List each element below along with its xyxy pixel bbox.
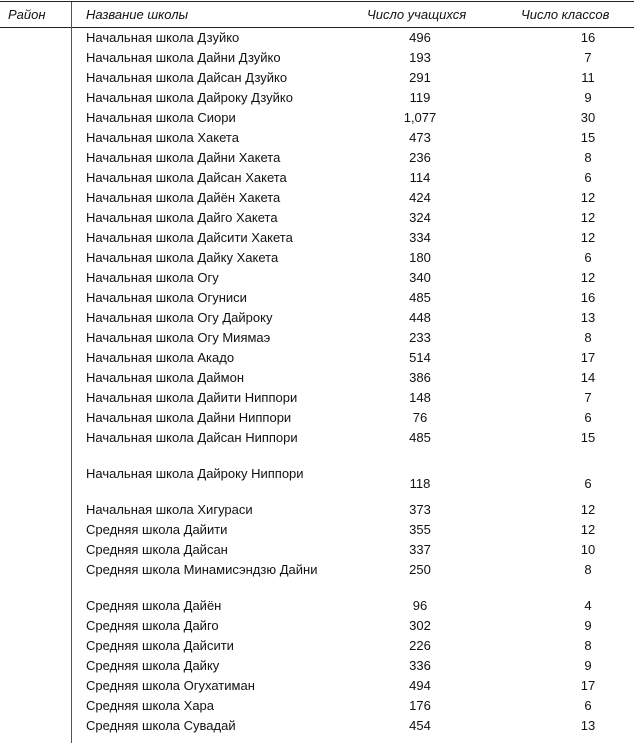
student-count: 514 <box>409 350 431 365</box>
school-name: Средняя школа Дайку <box>86 658 220 673</box>
school-name: Средняя школа Дайён <box>86 598 222 613</box>
student-count: 114 <box>409 170 431 185</box>
header-classes: Число классов <box>521 7 610 22</box>
student-count: 226 <box>409 638 431 653</box>
school-name: Начальная школа Дайсан Дзуйко <box>86 70 288 85</box>
school-name: Начальная школа Хигураси <box>86 502 253 517</box>
table-row <box>0 310 634 330</box>
table-row <box>0 170 634 190</box>
table-row <box>0 390 634 410</box>
class-count: 11 <box>581 70 595 85</box>
school-name: Начальная школа Даймон <box>86 370 245 385</box>
header-students: Число учащихся <box>367 7 467 22</box>
student-count: 336 <box>409 658 431 673</box>
student-count: 324 <box>409 210 431 225</box>
student-count: 180 <box>409 250 431 265</box>
student-count: 176 <box>409 698 431 713</box>
class-count: 16 <box>580 290 596 305</box>
table-row <box>0 678 634 698</box>
table-row <box>0 542 634 562</box>
student-count: 494 <box>409 678 431 693</box>
class-count: 12 <box>580 270 596 285</box>
class-count: 12 <box>580 230 596 245</box>
table-row <box>0 638 634 658</box>
table-row <box>0 270 634 290</box>
table-row <box>0 718 634 738</box>
table-row <box>0 190 634 210</box>
table-header <box>0 0 634 27</box>
class-count: 8 <box>584 150 592 165</box>
class-count: 6 <box>584 170 592 185</box>
school-table <box>0 30 634 738</box>
student-count: 236 <box>409 150 431 165</box>
student-count: 118 <box>409 475 431 491</box>
school-name: Средняя школа Минамисэндзю Дайни <box>86 562 318 577</box>
table-row <box>0 410 634 430</box>
school-name: Средняя школа Огухатиман <box>86 678 255 693</box>
school-name: Начальная школа Дайго Хакета <box>86 210 278 225</box>
school-name: Средняя школа Дайсан <box>86 542 228 557</box>
student-count: 337 <box>409 542 431 557</box>
class-count: 12 <box>580 502 596 517</box>
class-count: 4 <box>584 598 592 613</box>
class-count: 30 <box>580 110 596 125</box>
table-row <box>0 250 634 270</box>
school-name: Начальная школа Дайити Ниппори <box>86 390 298 405</box>
student-count: 496 <box>409 30 431 45</box>
header-school-name: Название школы <box>86 7 189 22</box>
school-name: Средняя школа Дайго <box>86 618 219 633</box>
school-name: Начальная школа Дайни Дзуйко <box>86 50 281 65</box>
school-name: Средняя школа Дайити <box>86 522 228 537</box>
class-count: 6 <box>584 250 592 265</box>
class-count: 15 <box>580 130 596 145</box>
table-row <box>0 350 634 370</box>
class-count: 15 <box>580 430 596 445</box>
table-row <box>0 230 634 250</box>
class-count: 9 <box>584 658 592 673</box>
school-name: Средняя школа Хара <box>86 698 215 713</box>
school-name: Начальная школа Дайку Хакета <box>86 250 279 265</box>
student-count: 454 <box>409 718 431 733</box>
class-count: 6 <box>584 475 592 491</box>
class-count: 8 <box>584 638 592 653</box>
school-name: Начальная школа Дайроку Ниппори <box>86 466 304 481</box>
student-count: 424 <box>409 190 431 205</box>
table-row <box>0 502 634 522</box>
class-count: 6 <box>584 698 592 713</box>
student-count: 233 <box>409 330 431 345</box>
student-count: 193 <box>409 50 431 65</box>
school-name: Начальная школа Дзуйко <box>86 30 240 45</box>
class-count: 6 <box>584 410 592 425</box>
school-name: Начальная школа Дайни Ниппори <box>86 410 292 425</box>
class-count: 17 <box>580 350 596 365</box>
class-count: 12 <box>580 190 596 205</box>
school-name: Начальная школа Огуниси <box>86 290 247 305</box>
class-count: 17 <box>580 678 596 693</box>
class-count: 16 <box>580 30 596 45</box>
student-count: 291 <box>409 70 431 85</box>
class-count: 9 <box>584 90 592 105</box>
student-count: 250 <box>409 562 431 577</box>
student-count: 1,077 <box>403 110 437 125</box>
table-row <box>0 290 634 310</box>
table-row <box>0 370 634 390</box>
table-row <box>0 330 634 350</box>
student-count: 373 <box>409 502 431 517</box>
class-count: 7 <box>584 50 592 65</box>
table-row <box>0 522 634 542</box>
school-name: Средняя школа Дайсити <box>86 638 234 653</box>
school-name: Начальная школа Сиори <box>86 110 236 125</box>
student-count: 340 <box>409 270 431 285</box>
table-row <box>0 70 634 90</box>
class-count: 12 <box>580 210 596 225</box>
student-count: 334 <box>409 230 431 245</box>
class-count: 8 <box>584 330 592 345</box>
student-count: 96 <box>412 598 428 613</box>
student-count: 302 <box>409 618 431 633</box>
class-count: 9 <box>584 618 592 633</box>
student-count: 148 <box>409 390 431 405</box>
student-count: 386 <box>409 370 431 385</box>
school-name: Средняя школа Сувадай <box>86 718 236 733</box>
class-count: 7 <box>584 390 592 405</box>
school-name: Начальная школа Дайён Хакета <box>86 190 281 205</box>
class-count: 12 <box>580 522 596 537</box>
table-row <box>0 110 634 130</box>
class-count: 13 <box>580 718 596 733</box>
table-row <box>0 658 634 678</box>
school-name: Начальная школа Дайсан Хакета <box>86 170 287 185</box>
header-rule <box>0 27 634 28</box>
table-row <box>0 150 634 170</box>
class-count: 10 <box>580 542 596 557</box>
table-row <box>0 430 634 466</box>
table-row <box>0 466 634 502</box>
school-name: Начальная школа Огу Дайроку <box>86 310 273 325</box>
school-name: Начальная школа Дайроку Дзуйко <box>86 90 293 105</box>
school-name: Начальная школа Дайни Хакета <box>86 150 281 165</box>
student-count: 119 <box>409 90 431 105</box>
table-row <box>0 130 634 150</box>
school-name: Начальная школа Огу Миямаэ <box>86 330 271 345</box>
table-row <box>0 598 634 618</box>
school-name: Начальная школа Огу <box>86 270 219 285</box>
student-count: 485 <box>409 430 431 445</box>
table-row <box>0 698 634 718</box>
table-row <box>0 90 634 110</box>
class-count: 8 <box>584 562 592 577</box>
table-row <box>0 210 634 230</box>
table-row <box>0 30 634 50</box>
header-district: Район <box>8 7 46 22</box>
table-row <box>0 50 634 70</box>
school-name: Начальная школа Дайсити Хакета <box>86 230 293 245</box>
class-count: 13 <box>580 310 596 325</box>
class-count: 14 <box>580 370 596 385</box>
table-row <box>0 562 634 598</box>
student-count: 76 <box>412 410 428 425</box>
student-count: 355 <box>409 522 431 537</box>
table-row <box>0 618 634 638</box>
school-name: Начальная школа Акадо <box>86 350 235 365</box>
school-name: Начальная школа Хакета <box>86 130 239 145</box>
student-count: 473 <box>409 130 431 145</box>
school-table-body <box>0 30 634 738</box>
student-count: 448 <box>409 310 431 325</box>
student-count: 485 <box>409 290 431 305</box>
school-name: Начальная школа Дайсан Ниппори <box>86 430 298 445</box>
